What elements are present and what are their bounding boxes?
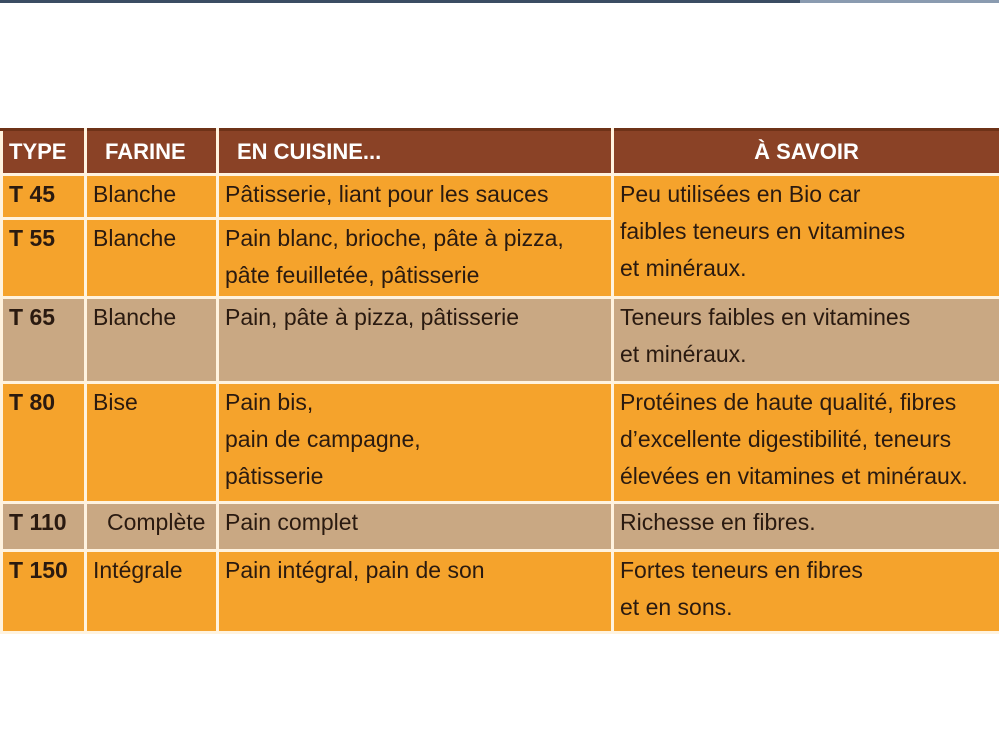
cell-cuisine bbox=[218, 551, 613, 633]
header-savoir: À SAVOIR bbox=[613, 130, 999, 175]
savoir-line: Teneurs faibles en vitamines bbox=[620, 304, 911, 330]
table-row-t65 bbox=[2, 298, 999, 383]
cell-cuisine bbox=[218, 298, 613, 383]
cuisine-line: Pâtisserie, liant pour les sauces bbox=[225, 181, 549, 207]
cell-farine: Blanche bbox=[86, 175, 218, 219]
top-border-line-accent bbox=[800, 0, 999, 3]
cell-type: T 110 bbox=[2, 503, 86, 551]
cuisine-line: pâtisserie bbox=[225, 463, 324, 489]
cuisine-line: pâte feuilletée, pâtisserie bbox=[225, 262, 480, 288]
savoir-line: élevées en vitamines et minéraux. bbox=[620, 463, 968, 489]
cuisine-line: Pain intégral, pain de son bbox=[225, 557, 485, 583]
savoir-line: d’excellente digestibilité, teneurs bbox=[620, 426, 952, 452]
savoir-line: et minéraux. bbox=[620, 255, 747, 281]
cuisine-line: Pain, pâte à pizza, pâtisserie bbox=[225, 304, 520, 330]
cell-type: T 55 bbox=[2, 219, 86, 298]
header-farine: FARINE bbox=[86, 130, 218, 175]
savoir-line: et minéraux. bbox=[620, 341, 747, 367]
cell-savoir bbox=[613, 383, 999, 503]
cuisine-line: Pain bis, bbox=[225, 389, 314, 415]
savoir-line: et en sons. bbox=[620, 594, 733, 620]
cuisine-line: Pain blanc, brioche, pâte à pizza, bbox=[225, 225, 564, 251]
cuisine-line: pain de campagne, bbox=[225, 426, 421, 452]
savoir-line: Peu utilisées en Bio car bbox=[620, 181, 861, 207]
savoir-line: Protéines de haute qualité, fibres bbox=[620, 389, 957, 415]
cell-cuisine bbox=[218, 383, 613, 503]
cell-type: T 45 bbox=[2, 175, 86, 219]
header-cuisine: EN CUISINE... bbox=[218, 130, 613, 175]
flour-types-table bbox=[0, 128, 999, 634]
cell-savoir bbox=[613, 298, 999, 383]
cuisine-line: Pain complet bbox=[225, 509, 358, 535]
cell-farine: Intégrale bbox=[86, 551, 218, 633]
table-header-row bbox=[2, 130, 999, 175]
header-type: TYPE bbox=[2, 130, 86, 175]
cell-cuisine bbox=[218, 175, 613, 219]
table-row-t110 bbox=[2, 503, 999, 551]
table-row-t80 bbox=[2, 383, 999, 503]
cell-cuisine bbox=[218, 503, 613, 551]
cell-type: T 65 bbox=[2, 298, 86, 383]
table-row-t45 bbox=[2, 175, 999, 219]
table-row-t150 bbox=[2, 551, 999, 633]
cell-type: T 80 bbox=[2, 383, 86, 503]
cell-savoir bbox=[613, 551, 999, 633]
savoir-line: faibles teneurs en vitamines bbox=[620, 218, 906, 244]
cell-farine: Bise bbox=[86, 383, 218, 503]
cell-type: T 150 bbox=[2, 551, 86, 633]
cell-savoir bbox=[613, 503, 999, 551]
cell-cuisine bbox=[218, 219, 613, 298]
cell-farine: Blanche bbox=[86, 219, 218, 298]
cell-farine: Blanche bbox=[86, 298, 218, 383]
savoir-line: Fortes teneurs en fibres bbox=[620, 557, 863, 583]
cell-farine: Complète bbox=[86, 503, 218, 551]
savoir-line: Richesse en fibres. bbox=[620, 509, 816, 535]
cell-savoir-shared bbox=[613, 175, 999, 298]
